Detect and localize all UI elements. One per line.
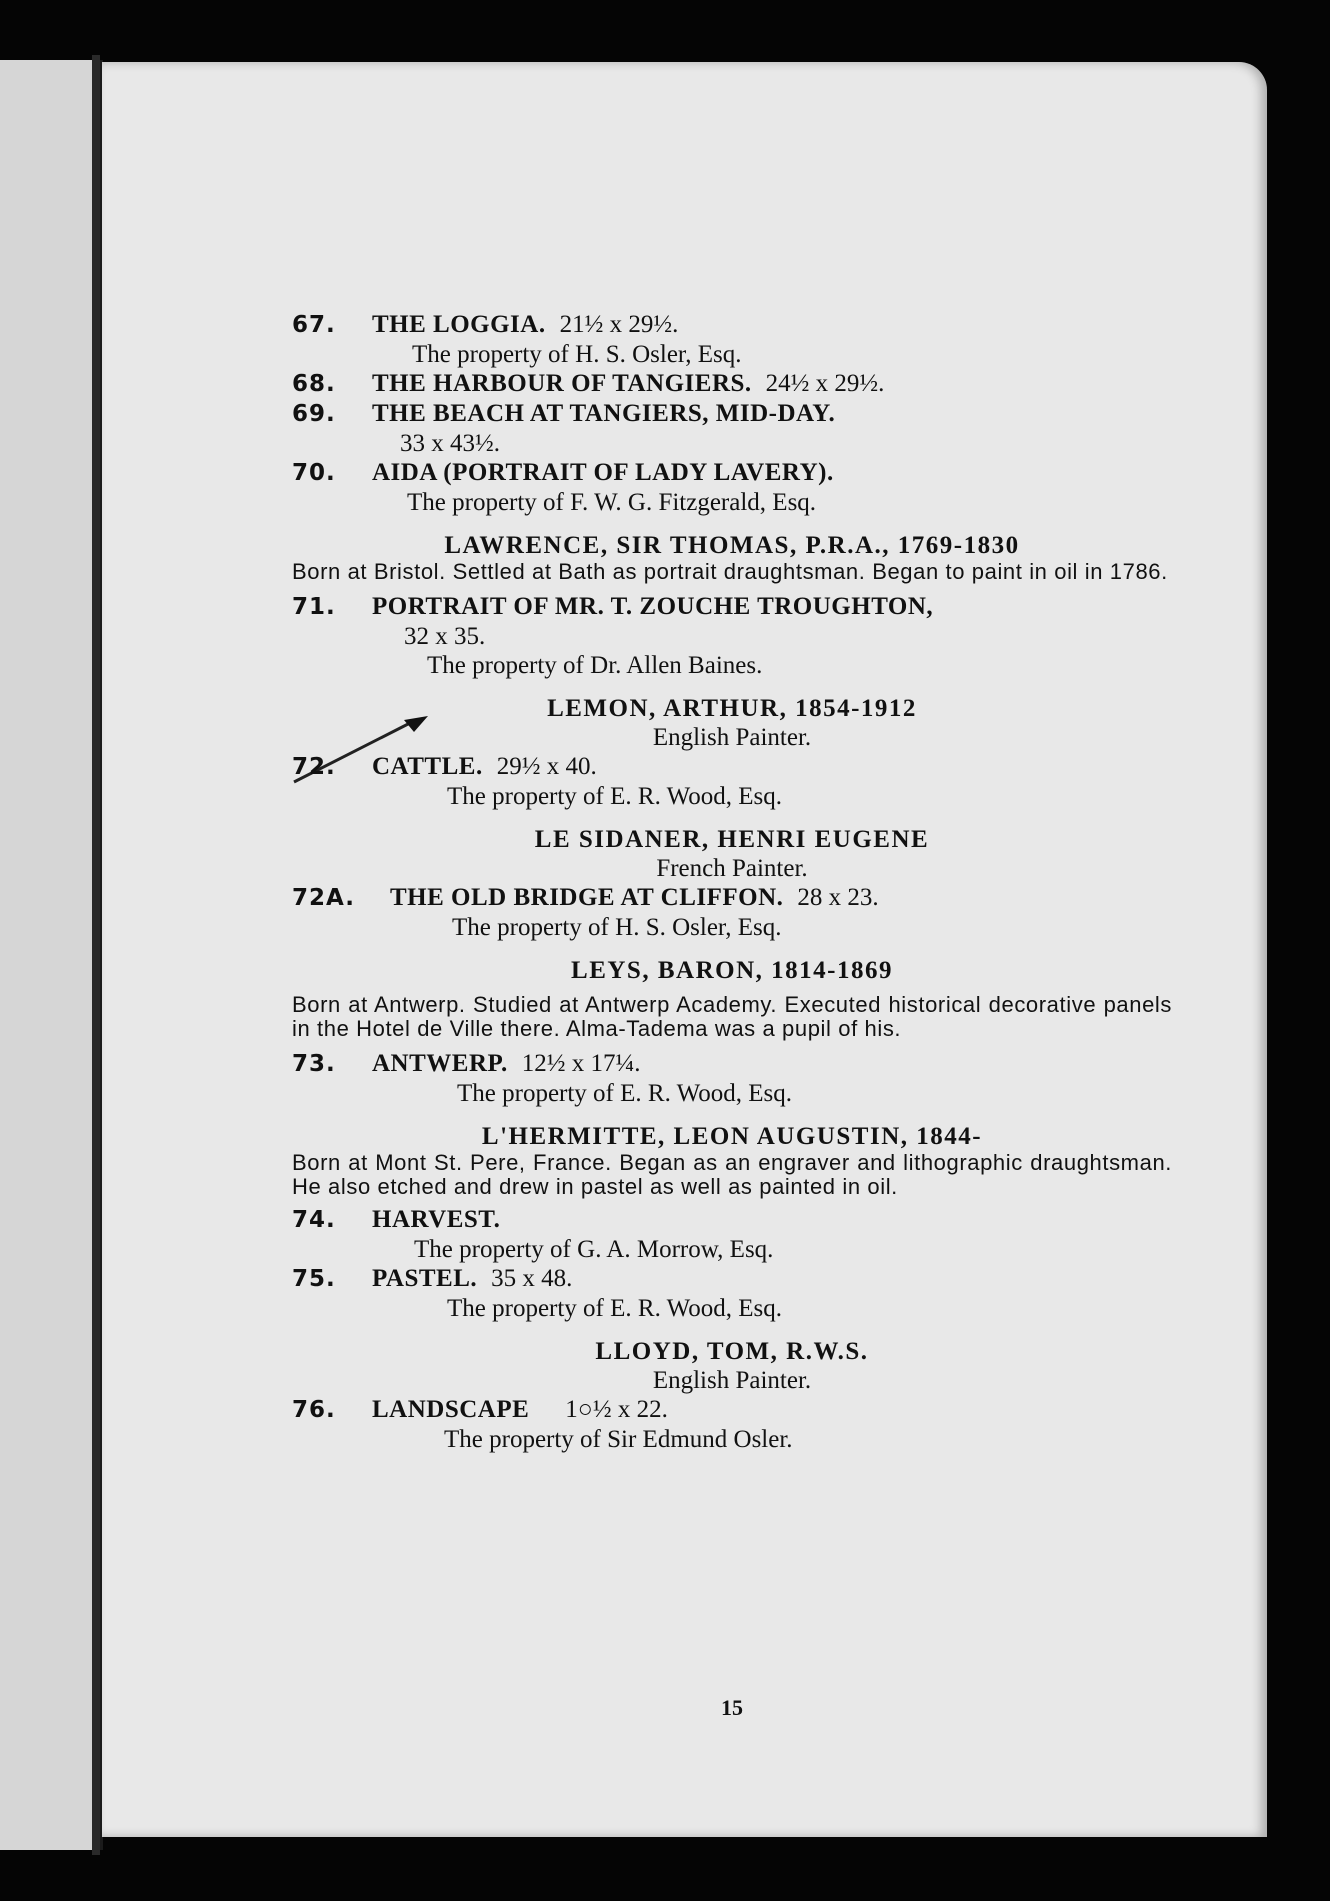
artist-heading: LLOYD, TOM, R.W.S. <box>595 1338 869 1365</box>
entry-dimensions: 29½ x 40. <box>496 753 597 780</box>
artist-biography: Born at Antwerp. Studied at Antwerp Academy. Executed historical decorative panels in the Hotel de Ville there. Alma-Tadema was a pupil of his. <box>292 992 1172 1041</box>
artist-heading: LE SIDANER, HENRI EUGENE <box>534 826 930 853</box>
entry-owner: The property of E. R. Wood, Esq. <box>447 1295 782 1322</box>
entry-number: 76. <box>292 1397 336 1423</box>
entry-dimensions: 21½ x 29½. <box>559 311 679 338</box>
entry-number: 72. <box>292 754 336 780</box>
entry-72a <box>292 883 1172 913</box>
artist-heading: LAWRENCE, SIR THOMAS, P.R.A., 1769-1830 <box>444 532 1020 559</box>
book-spine <box>92 55 100 1855</box>
entry-title: CATTLE. <box>372 753 483 780</box>
entry-title: THE BEACH AT TANGIERS, MID-DAY. <box>372 400 836 427</box>
catalogue-content <box>292 310 1172 1720</box>
entry-number: 71. <box>292 594 336 620</box>
entry-owner: The property of G. A. Morrow, Esq. <box>414 1236 774 1263</box>
entry-73 <box>292 1049 1172 1079</box>
artist-note: English Painter. <box>652 1367 812 1394</box>
entry-dimensions: 12½ x 17¼. <box>521 1050 641 1077</box>
entry-owner: The property of E. R. Wood, Esq. <box>457 1080 792 1107</box>
entry-70 <box>292 458 1172 488</box>
entry-72 <box>292 752 1172 782</box>
facing-page-edge <box>0 60 103 1850</box>
entry-dimensions: 1○½ x 22. <box>565 1396 668 1423</box>
entry-title: LANDSCAPE <box>372 1396 530 1423</box>
entry-dimensions: 35 x 48. <box>491 1265 573 1292</box>
entry-number: 69. <box>292 401 336 427</box>
entry-title: PASTEL. <box>372 1265 478 1292</box>
entry-title: ANTWERP. <box>372 1050 508 1077</box>
entry-title: AIDA (PORTRAIT OF LADY LAVERY). <box>372 459 834 486</box>
artist-biography: Born at Mont St. Pere, France. Began as an engraver and lithographic draughtsman. He also etched and drew in pastel as well as painted in oil. <box>292 1150 1172 1199</box>
entry-76 <box>292 1395 1172 1425</box>
entry-owner: The property of F. W. G. Fitzgerald, Esq. <box>407 489 817 516</box>
entry-dimensions: 28 x 23. <box>797 884 879 911</box>
entry-owner: The property of H. S. Osler, Esq. <box>452 914 782 941</box>
entry-71 <box>292 592 1172 622</box>
entry-74 <box>292 1205 1172 1235</box>
entry-owner: The property of H. S. Osler, Esq. <box>412 341 742 368</box>
entry-owner: The property of Dr. Allen Baines. <box>427 652 763 679</box>
catalogue-page <box>102 62 1267 1837</box>
artist-heading: LEYS, BARON, 1814-1869 <box>571 957 893 984</box>
artist-heading: LEMON, ARTHUR, 1854-1912 <box>547 695 917 722</box>
entry-title: PORTRAIT OF MR. T. ZOUCHE TROUGHTON, <box>372 593 934 620</box>
entry-title: THE HARBOUR OF TANGIERS. <box>372 370 752 397</box>
entry-number: 73. <box>292 1051 336 1077</box>
entry-67 <box>292 310 1172 340</box>
entry-number: 75. <box>292 1266 336 1292</box>
entry-title: THE OLD BRIDGE AT CLIFFON. <box>390 884 784 911</box>
page-number: 15 <box>721 1695 743 1720</box>
artist-heading: L'HERMITTE, LEON AUGUSTIN, 1844- <box>481 1123 983 1150</box>
entry-number: 67. <box>292 312 336 338</box>
artist-note: English Painter. <box>652 724 812 751</box>
entry-75 <box>292 1264 1172 1294</box>
entry-number: 68. <box>292 371 336 397</box>
entry-dimensions: 32 x 35. <box>404 623 486 650</box>
entry-number: 74. <box>292 1207 336 1233</box>
entry-number: 70. <box>292 460 336 486</box>
entry-68 <box>292 369 1172 399</box>
entry-dimensions: 33 x 43½. <box>400 430 500 457</box>
entry-number: 72A. <box>292 885 355 911</box>
entry-dimensions: 24½ x 29½. <box>765 370 885 397</box>
entry-title: THE LOGGIA. <box>372 311 546 338</box>
entry-owner: The property of E. R. Wood, Esq. <box>447 783 782 810</box>
entry-69 <box>292 399 1172 429</box>
artist-note: French Painter. <box>656 855 808 882</box>
artist-biography: Born at Bristol. Settled at Bath as portrait draughtsman. Began to paint in oil in 1786. <box>292 559 1168 584</box>
entry-title: HARVEST. <box>372 1206 501 1233</box>
entry-owner: The property of Sir Edmund Osler. <box>444 1426 793 1453</box>
